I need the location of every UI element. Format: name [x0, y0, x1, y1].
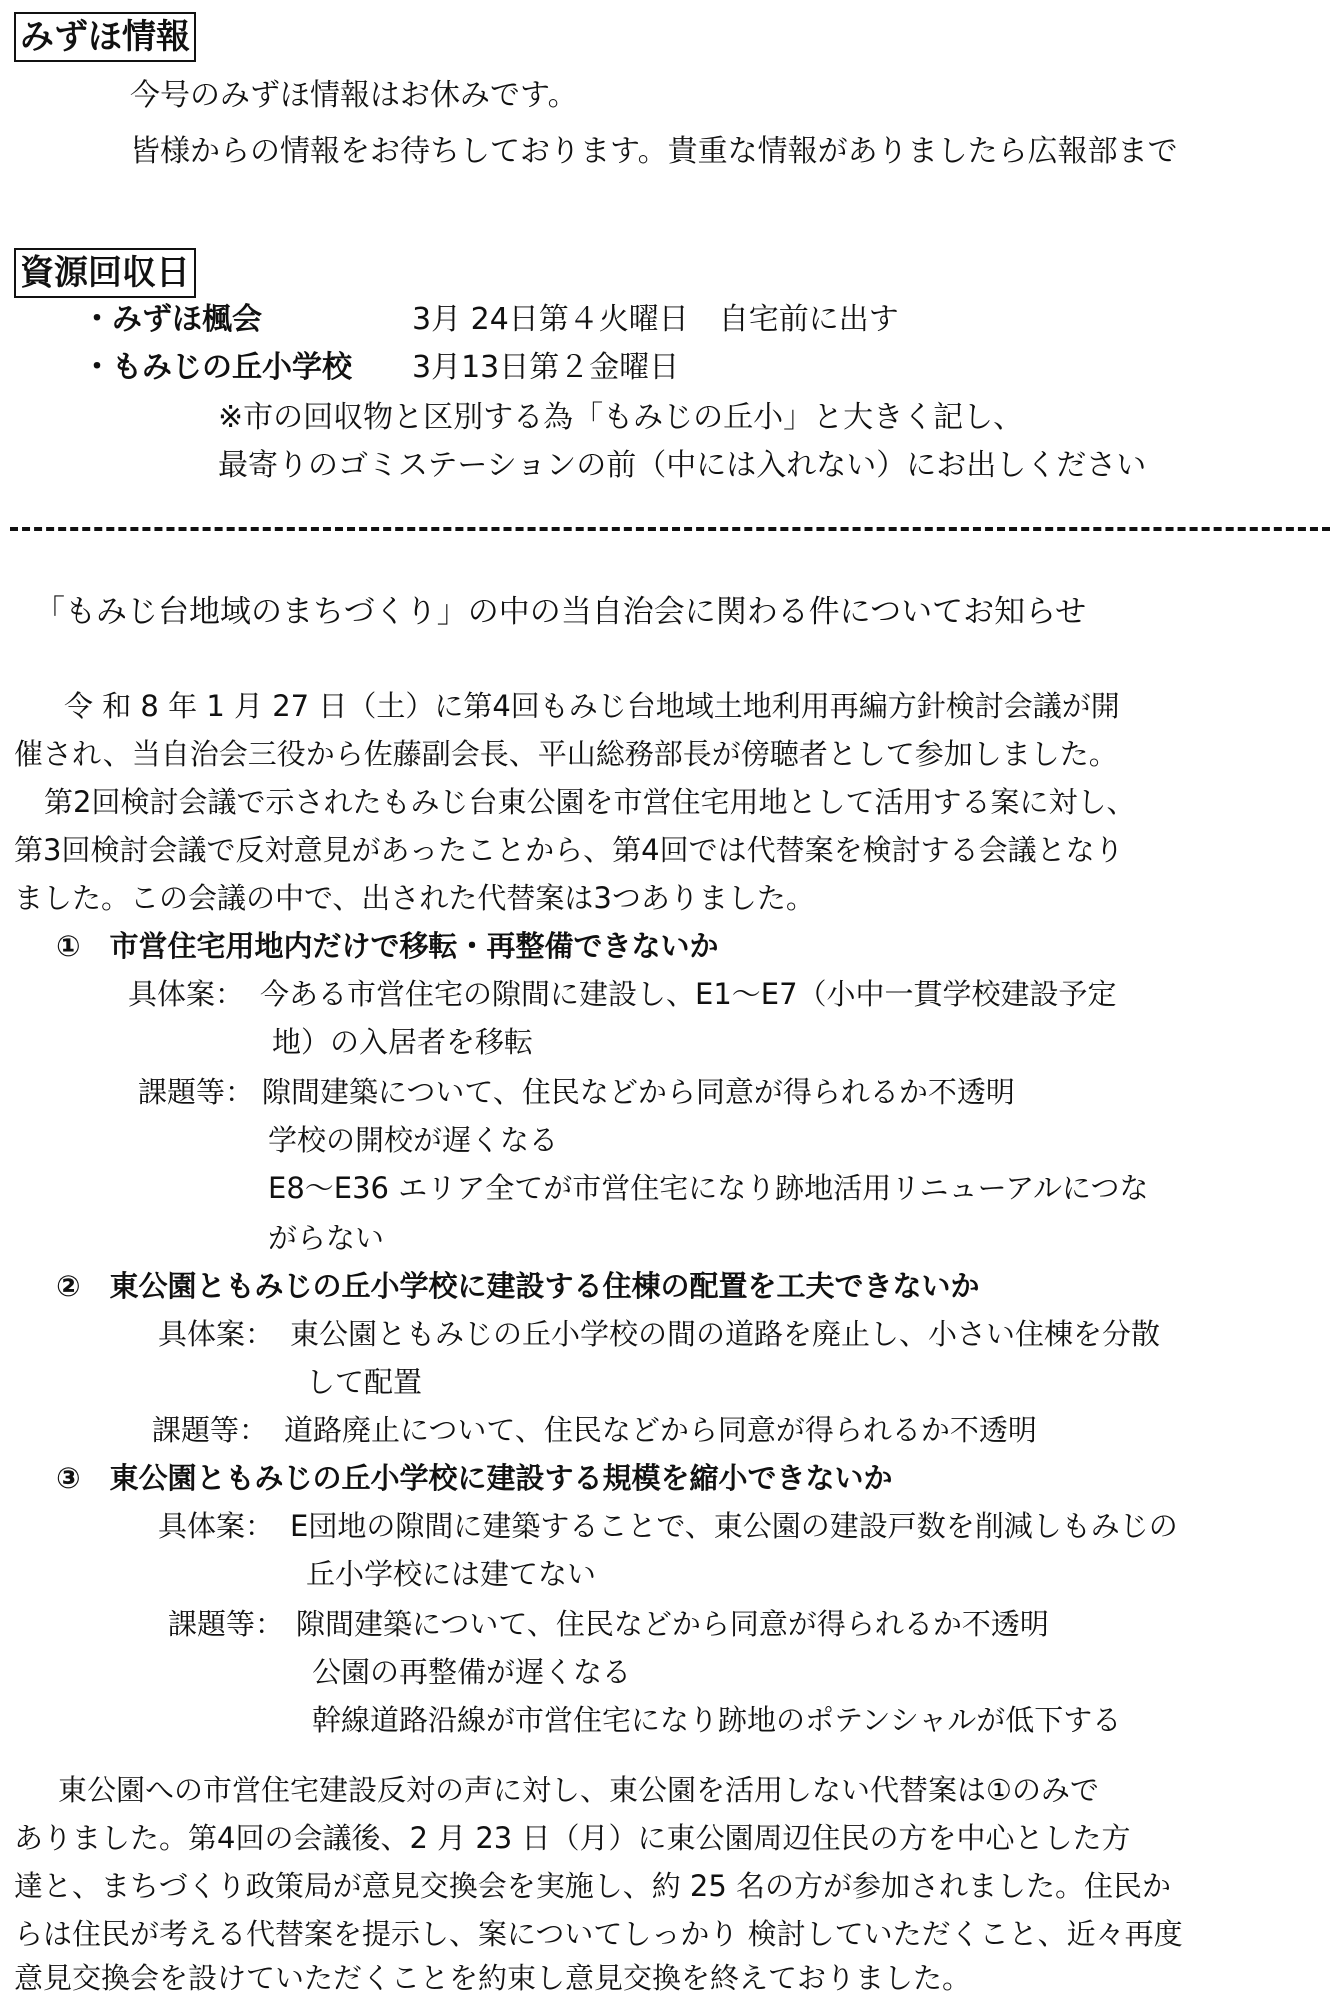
conclusion-line: 達と、まちづくり政策局が意見交換会を実施し、約 25 名の方が参加されました。住民か [14, 1869, 1172, 1903]
notice-title: 「もみじ台地域のまちづくり」の中の当自治会に関わる件についてお知らせ [34, 594, 1087, 630]
mizuho-info-line-2: 皆様からの情報をお待ちしております。貴重な情報がありましたら広報部まで [130, 134, 1178, 169]
option-3-plan-line: E団地の隙間に建築することで、東公園の建設戸数を削減しもみじの [290, 1509, 1178, 1543]
recycling-item-name: ・もみじの丘小学校 [82, 350, 352, 385]
mizuho-info-line-1: 今号のみずほ情報はお休みです。 [130, 78, 578, 113]
section-divider [10, 527, 1330, 531]
option-3-plan-line: 丘小学校には建てない [306, 1557, 597, 1591]
recycling-note-1: ※市の回収物と区別する為「もみじの丘小」と大きく記し、 [218, 400, 1024, 435]
option-1-issue-line: E8～E36 エリア全てが市営住宅になり跡地活用リニューアルにつな [268, 1171, 1149, 1205]
option-3-plan-label: 具体案： [158, 1509, 275, 1543]
option-2-plan-line: 東公園ともみじの丘小学校の間の道路を廃止し、小さい住棟を分散 [290, 1317, 1161, 1351]
option-3-issue-line: 隙間建築について、住民などから同意が得られるか不透明 [296, 1607, 1049, 1641]
recycling-note-2: 最寄りのゴミステーションの前（中には入れない）にお出しください [218, 448, 1147, 483]
intro-line: 催され、当自治会三役から佐藤副会長、平山総務部長が傍聴者として参加しました。 [14, 737, 1118, 771]
intro-line: ました。この会議の中で、出された代替案は3つありました。 [14, 881, 815, 915]
intro-line: 令 和 8 年 1 月 27 日（土）に第4回もみじ台地域土地利用再編方針検討会議が開 [64, 689, 1120, 723]
option-2-issue-label: 課題等： [152, 1413, 269, 1447]
intro-line: 第3回検討会議で反対意見があったことから、第4回では代替案を検討する会議となり [14, 833, 1124, 867]
option-1-issue-line: 学校の開校が遅くなる [268, 1123, 559, 1157]
option-3-issue-line: 幹線道路沿線が市営住宅になり跡地のポテンシャルが低下する [312, 1703, 1122, 1737]
option-2-issue-line: 道路廃止について、住民などから同意が得られるか不透明 [284, 1413, 1037, 1447]
recycling-item-detail: 3月 24日第４火曜日 自宅前に出す [412, 302, 899, 337]
conclusion-line: 東公園への市営住宅建設反対の声に対し、東公園を活用しない代替案は①のみで [58, 1773, 1099, 1807]
conclusion-line: ありました。第4回の会議後、2 月 23 日（月）に東公園周辺住民の方を中心とした方 [14, 1821, 1131, 1855]
option-1-plan-line: 今ある市営住宅の隙間に建設し、E1～E7（小中一貫学校建設予定 [260, 977, 1117, 1011]
option-1-issue-label: 課題等： [138, 1075, 255, 1109]
option-1-issue-line: がらない [268, 1221, 385, 1255]
mizuho-info-heading: みずほ情報 [14, 12, 196, 62]
conclusion-line: 意見交換会を設けていただくことを約束し意見交換を終えておりました。 [14, 1961, 972, 1995]
option-1-plan-line: 地）の入居者を移転 [272, 1025, 534, 1059]
option-3-title: ③ 東公園ともみじの丘小学校に建設する規模を縮小できないか [56, 1461, 893, 1495]
option-2-plan-label: 具体案： [158, 1317, 275, 1351]
intro-line: 第2回検討会議で示されたもみじ台東公園を市営住宅用地として活用する案に対し、 [44, 785, 1136, 819]
conclusion-line: らは住民が考える代替案を提示し、案についてしっかり 検討していただくこと、近々再度 [14, 1917, 1183, 1951]
option-1-title: ① 市営住宅用地内だけで移転・再整備できないか [56, 929, 719, 963]
option-3-issue-line: 公園の再整備が遅くなる [312, 1655, 632, 1689]
option-3-issue-label: 課題等： [168, 1607, 285, 1641]
option-1-plan-label: 具体案： [128, 977, 245, 1011]
option-1-issue-line: 隙間建築について、住民などから同意が得られるか不透明 [262, 1075, 1015, 1109]
option-2-title: ② 東公園ともみじの丘小学校に建設する住棟の配置を工夫できないか [56, 1269, 980, 1303]
recycling-item-detail: 3月13日第２金曜日 [412, 350, 680, 385]
recycling-heading: 資源回収日 [14, 248, 196, 298]
option-2-plan-line: して配置 [306, 1365, 423, 1399]
recycling-item-name: ・みずほ楓会 [82, 302, 262, 337]
